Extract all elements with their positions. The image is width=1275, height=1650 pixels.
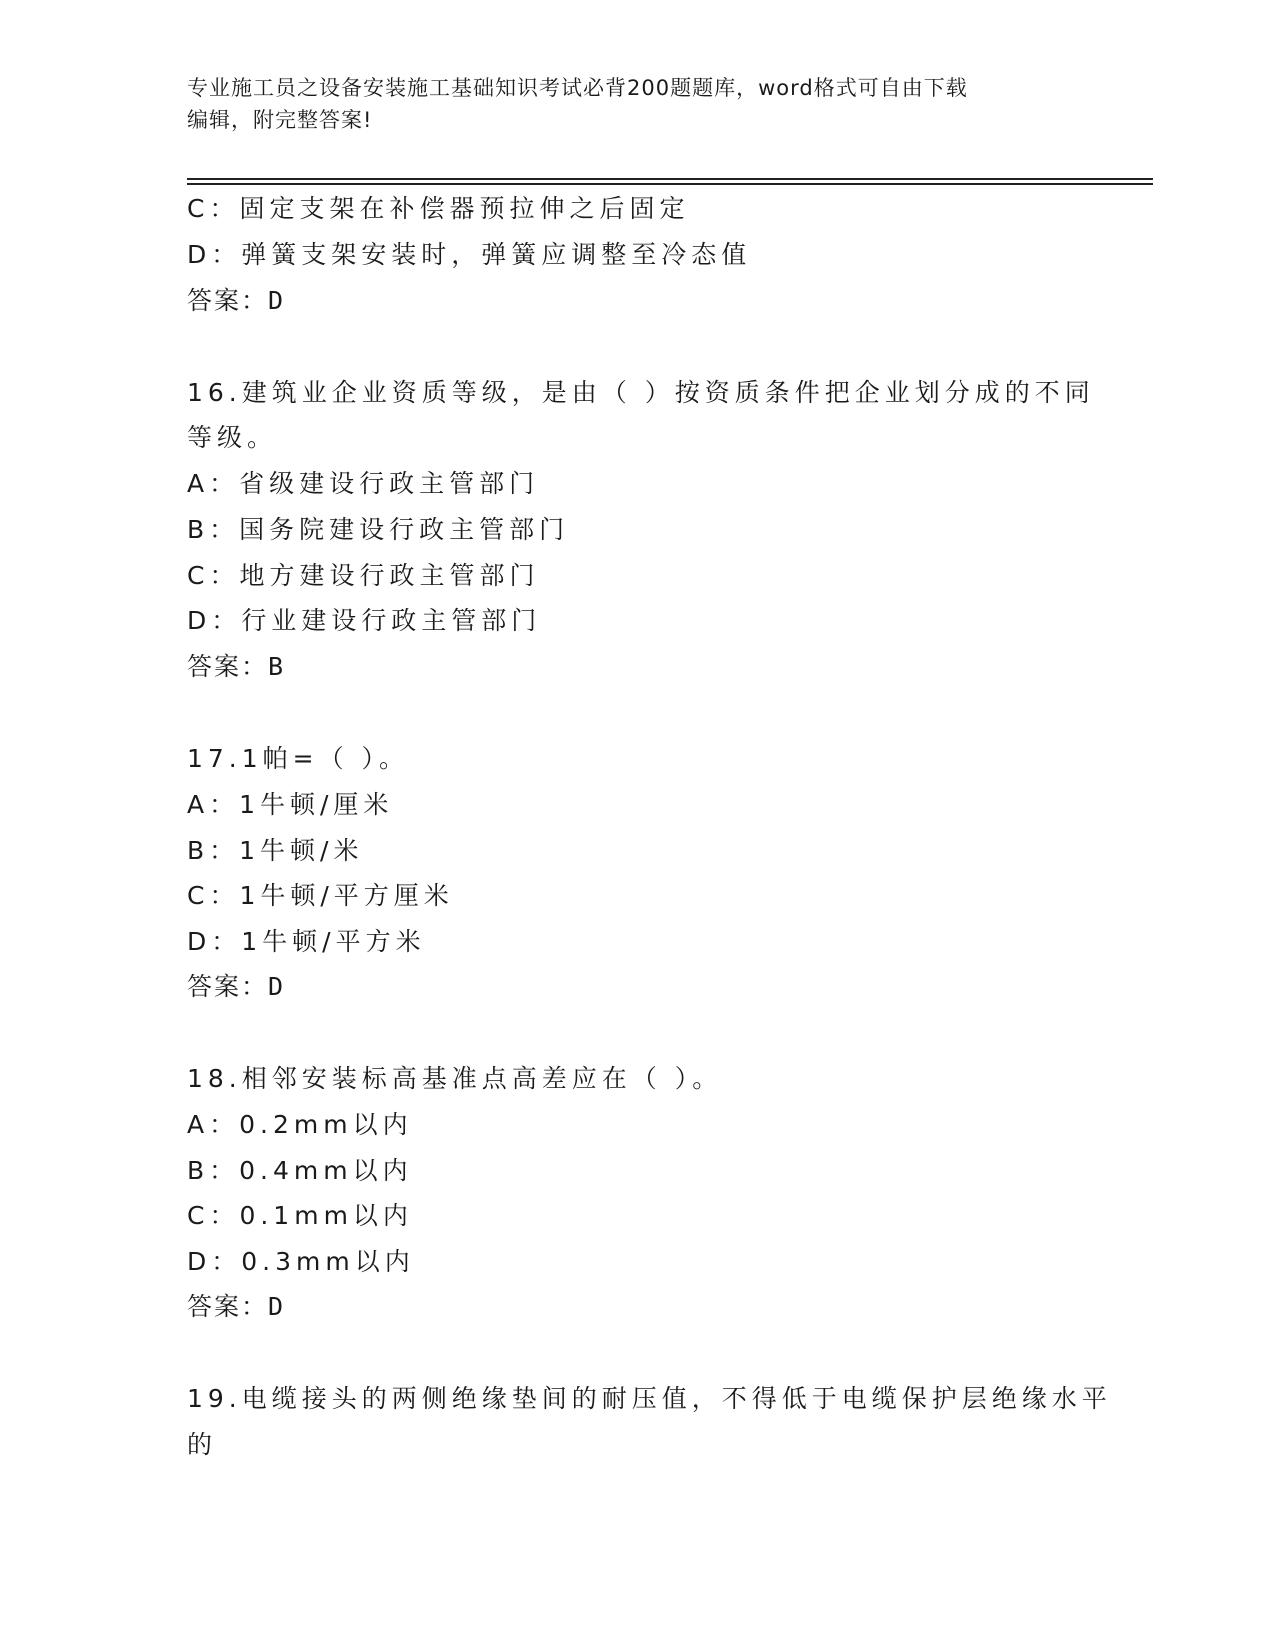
question-17-answer <box>187 971 285 1003</box>
question-18-stem: 18.相邻安装标高基准点高差应在（ ）。 <box>187 1064 723 1093</box>
question-16-option-c: C：地方建设行政主管部门 <box>187 561 540 590</box>
answer-value: B <box>268 652 286 681</box>
question-16-answer <box>187 651 285 683</box>
answer-value: D <box>268 972 286 1001</box>
question-18-option-d: D：0.3mm以内 <box>187 1247 415 1276</box>
question-16-stem-line-2: 等级。 <box>187 423 278 452</box>
question-19-stem-line-1: 19.电缆接头的两侧绝缘垫间的耐压值，不得低于电缆保护层绝缘水平 <box>187 1384 1112 1413</box>
question-16-stem-line-1: 16.建筑业企业资质等级，是由（ ）按资质条件把企业划分成的不同 <box>187 378 1095 407</box>
question-18-option-b: B：0.4mm以内 <box>187 1156 413 1185</box>
question-17-option-a: A：1牛顿/厘米 <box>187 790 394 819</box>
question-18-answer <box>187 1291 285 1323</box>
answer-value: D <box>268 286 286 315</box>
answer-label: 答案： <box>187 652 269 681</box>
question-16-option-d: D：行业建设行政主管部门 <box>187 606 542 635</box>
header-line-1: 专业施工员之设备安装施工基础知识考试必背200题题库，word格式可自由下载 <box>187 76 968 100</box>
header-line-2: 编辑，附完整答案! <box>187 108 373 132</box>
question-17-option-b: B：1牛顿/米 <box>187 836 364 865</box>
document-header <box>187 72 1087 136</box>
header-divider-bottom <box>187 183 1153 185</box>
header-divider-top <box>187 178 1153 180</box>
answer-label: 答案： <box>187 972 269 1001</box>
question-17-option-d: D：1牛顿/平方米 <box>187 927 426 956</box>
question-16-option-a: A：省级建设行政主管部门 <box>187 469 540 498</box>
question-18-option-a: A：0.2mm以内 <box>187 1110 413 1139</box>
question-19-stem-line-2: 的 <box>187 1430 218 1459</box>
answer-label: 答案： <box>187 286 269 315</box>
option-d: D：弹簧支架安装时，弹簧应调整至冷态值 <box>187 240 752 269</box>
question-17-stem: 17.1帕=（ ）。 <box>187 744 410 773</box>
question-18-option-c: C：0.1mm以内 <box>187 1201 413 1230</box>
option-c: C：固定支架在补偿器预拉伸之后固定 <box>187 194 690 223</box>
answer-label: 答案： <box>187 1292 269 1321</box>
question-17-option-c: C：1牛顿/平方厘米 <box>187 881 454 910</box>
question-16-option-b: B：国务院建设行政主管部门 <box>187 515 570 544</box>
answer-value: D <box>268 1292 286 1321</box>
answer-line <box>187 285 285 317</box>
